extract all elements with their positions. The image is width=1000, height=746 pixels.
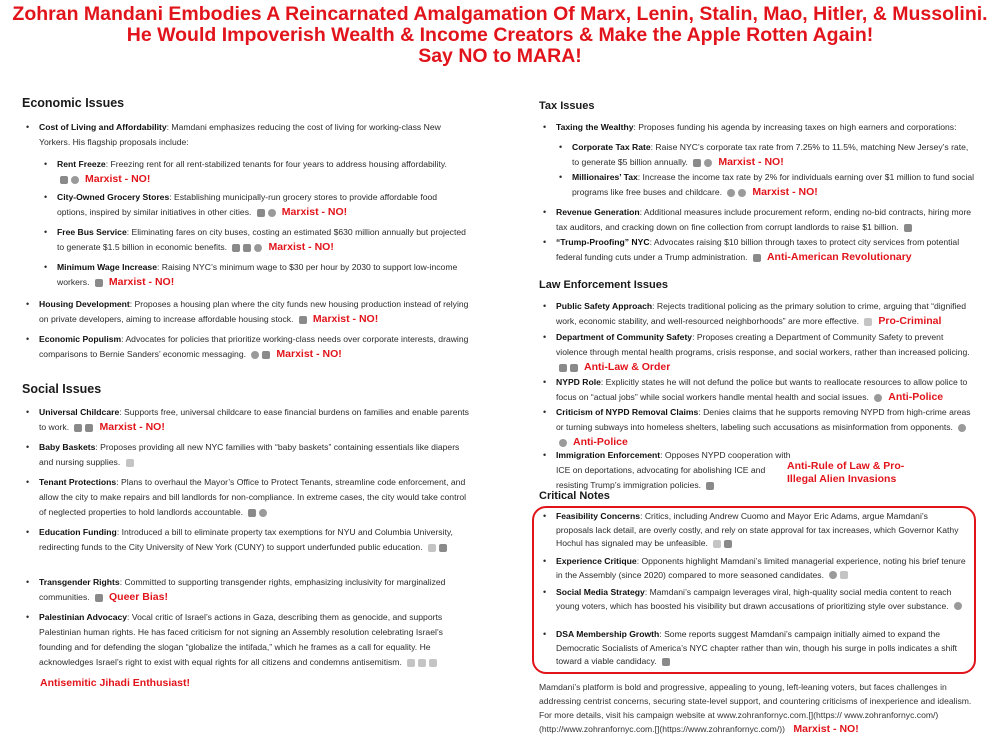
free-bus-item: • Free Bus Service: Eliminating fares on city buses, costing an estimated $630 million annually but projected to generate $1.5 billion in economic benefits. Marxist - NO! bbox=[44, 227, 466, 253]
housing-tag: Marxist - NO! bbox=[312, 313, 379, 325]
item-label: Immigration Enforcement bbox=[556, 450, 661, 460]
item-text: : Introduced a bill to eliminate property tax exemptions for NYU and Columbia University, redirecting funds to the City University of New York (CUNY) to support underfunded public education. bbox=[39, 527, 453, 552]
source-icon bbox=[74, 424, 82, 432]
childcare-tag: Marxist - NO! bbox=[99, 421, 165, 433]
source-icon bbox=[268, 209, 276, 217]
item-text: : Proposes providing all new NYC families with “baby baskets” containing essentials like diapers and nursing supplies. bbox=[39, 442, 460, 467]
community-safety-tag: Anti-Law & Order bbox=[584, 361, 671, 373]
minimum-wage-tag: Marxist - NO! bbox=[108, 276, 175, 288]
item-label: NYPD Role bbox=[556, 377, 601, 387]
education-funding-item: • Education Funding: Introduced a bill to eliminate property tax exemptions for NYU and Columbia University, redirecting funds to the City University of New York (CUNY) to support underfunded public education. bbox=[26, 527, 453, 552]
source-icon bbox=[418, 659, 426, 667]
law-enforcement-heading: Law Enforcement Issues bbox=[539, 279, 668, 291]
source-icon bbox=[257, 209, 265, 217]
item-text: : Denies claims that he supports removing NYPD from high-crime areas or turning subways into homeless shelters, labeling such accusations as misinformation from opponents. bbox=[556, 407, 971, 432]
source-icon bbox=[95, 594, 103, 602]
item-label: Baby Baskets bbox=[39, 442, 96, 452]
critical-notes-heading: Critical Notes bbox=[539, 490, 610, 502]
source-icon bbox=[439, 544, 447, 552]
feasibility-item: • Feasibility Concerns: Critics, including Andrew Cuomo and Mayor Eric Adams, argue Mamdani’s proposals lack detail, are overly costly, and rely on state approval for tax increases, which Governor Kathy Hochul has signaled may be unfeasible. bbox=[543, 511, 959, 548]
item-label: Cost of Living and Affordability bbox=[39, 122, 167, 132]
rent-freeze-item: • Rent Freeze: Freezing rent for all rent-stabilized tenants for four years to address housing affordability. Marxist - NO! bbox=[44, 159, 447, 185]
item-label: Revenue Generation bbox=[556, 207, 640, 217]
item-text: : Proposes creating a Department of Community Safety to prevent violence through mental health programs, crisis response, and social workers, rather than increased policing. bbox=[556, 332, 970, 357]
economic-issues-heading: Economic Issues bbox=[22, 96, 125, 110]
item-text: : Proposes funding his agenda by increasing taxes on high earners and corporations: bbox=[633, 122, 957, 132]
minimum-wage-item: • Minimum Wage Increase: Raising NYC’s minimum wage to $30 per hour by 2030 to support low-income workers. Marxist - NO! bbox=[44, 262, 458, 288]
millionaires-tag: Marxist - NO! bbox=[752, 186, 818, 198]
item-label: Criticism of NYPD Removal Claims bbox=[556, 407, 699, 417]
palestinian-tag: Antisemitic Jihadi Enthusiast! bbox=[40, 677, 190, 689]
headline bbox=[0, 4, 1000, 67]
nypd-role-item: • NYPD Role: Explicitly states he will not defund the police but wants to reallocate resources to allow police to focus on “actual jobs” while social workers handle mental health and social issues. Anti-Police bbox=[543, 377, 968, 403]
item-label: DSA Membership Growth bbox=[556, 629, 660, 639]
item-label: “Trump-Proofing” NYC bbox=[556, 237, 650, 247]
source-icon bbox=[428, 544, 436, 552]
item-text: : Advocates raising $10 billion through taxes to protect city services from potential federal funding cuts under a Trump administration. bbox=[556, 237, 960, 262]
grocery-stores-item: • City-Owned Grocery Stores: Establishing municipally-run grocery stores to provide affordable food options, inspired by similar initiatives in other cities. Marxist - NO! bbox=[44, 192, 438, 218]
source-icon bbox=[559, 364, 567, 372]
summary-paragraph bbox=[539, 680, 979, 736]
transgender-tag: Queer Bias! bbox=[109, 591, 168, 603]
source-icon bbox=[251, 351, 259, 359]
rent-freeze-tag: Marxist - NO! bbox=[85, 173, 151, 185]
nypd-role-tag: Anti-Police bbox=[888, 391, 944, 403]
source-icon bbox=[407, 659, 415, 667]
item-text: : Critics, including Andrew Cuomo and Mayor Eric Adams, argue Mamdani’s proposals lack detail, are overly costly, and rely on state approval for tax increases, which Governor Kathy Hochul has signaled may be unfeasible. bbox=[556, 511, 959, 548]
community-safety-dept-item: • Department of Community Safety: Proposes creating a Department of Community Safety to prevent violence through mental health programs, crisis response, and social workers, rather than increased policing. Anti-Law & Order bbox=[543, 332, 970, 373]
source-icon bbox=[429, 659, 437, 667]
trump-proofing-item: • “Trump-Proofing” NYC: Advocates raising $10 billion through taxes to protect city services from potential federal funding cuts under a Trump administration. Anti-American Revolutionary bbox=[543, 237, 960, 263]
item-label: Feasibility Concerns bbox=[556, 511, 641, 521]
item-label: Experience Critique bbox=[556, 556, 637, 566]
tenant-protections-item: • Tenant Protections: Plans to overhaul the Mayor’s Office to Protect Tenants, streamline code enforcement, and allow the city to make repairs and bill landlords for non-compliance. In extreme cases, the city would take control of neglected properties to hold landlords accountable. bbox=[26, 477, 467, 517]
source-icon bbox=[727, 189, 735, 197]
source-icon bbox=[704, 159, 712, 167]
item-label: Housing Development bbox=[39, 299, 130, 309]
source-icon bbox=[259, 509, 267, 517]
item-label: Public Safety Approach bbox=[556, 301, 653, 311]
social-issues-heading: Social Issues bbox=[22, 382, 102, 396]
item-text: : Raise NYC’s corporate tax rate from 7.25% to 11.5%, matching New Jersey’s rate, to generate $5 billion annually. bbox=[572, 142, 969, 167]
item-text: : Establishing municipally-run grocery stores to provide affordable food options, inspired by similar initiatives in other cities. bbox=[57, 192, 438, 217]
item-text: : Additional measures include procurement reform, ending no-bid contracts, hiring more tax auditors, and cracking down on fine collection from corrupt landlords to raise $1 billion. bbox=[556, 207, 972, 232]
item-text: : Some reports suggest Mamdani’s campaign initially aimed to expand the Democratic Socialists of America’s NYC chapter rather than win, though his surge in polls indicates a shift toward a viable candidacy. bbox=[556, 629, 958, 666]
item-text: : Increase the income tax rate by 2% for individuals earning over $1 million to fund social programs like free buses and childcare. bbox=[572, 172, 975, 197]
source-icon bbox=[864, 318, 872, 326]
immigration-tag bbox=[787, 460, 904, 486]
item-text: : Advocates for policies that prioritize working-class needs over corporate interests, drawing comparisons to Bernie Sanders’ economic messaging. bbox=[39, 334, 469, 359]
item-text: : Opposes NYPD cooperation with ICE on deportations, advocating for abolishing ICE and resisting Trump’s immigration policies. bbox=[556, 450, 791, 490]
source-icon bbox=[904, 224, 912, 232]
source-icon bbox=[71, 176, 79, 184]
source-icon bbox=[232, 244, 240, 252]
source-icon bbox=[60, 176, 68, 184]
dsa-membership-item: • DSA Membership Growth: Some reports suggest Mamdani’s campaign initially aimed to expand the Democratic Socialists of America’s NYC chapter rather than win, though his surge in polls indicates a shift toward a viable candidacy. bbox=[543, 629, 958, 666]
source-icon bbox=[243, 244, 251, 252]
immigration-tag-line-1: Anti-Rule of Law & Pro- bbox=[787, 460, 905, 472]
source-icon bbox=[874, 394, 882, 402]
experience-critique-item: • Experience Critique: Opponents highlight Mamdani’s limited managerial experience, noting his brief tenure in the Assembly (since 2020) compared to more seasoned candidates. bbox=[543, 556, 966, 580]
source-icon bbox=[559, 439, 567, 447]
nypd-removal-tag: Anti-Police bbox=[573, 436, 628, 448]
critical-notes-highlight-box bbox=[532, 506, 976, 674]
item-text: : Mamdani emphasizes reducing the cost of living for working-class New Yorkers. His flagship proposals include: bbox=[39, 122, 441, 147]
source-icon bbox=[262, 351, 270, 359]
item-text: : Opponents highlight Mamdani’s limited managerial experience, noting his brief tenure in the Assembly (since 2020) compared to more seasoned candidates. bbox=[556, 556, 966, 580]
item-text: : Explicitly states he will not defund the police but wants to reallocate resources to allow police to focus on “actual jobs” while social workers handle mental health and social issues. bbox=[556, 377, 968, 402]
headline-line-3: Say NO to MARA! bbox=[418, 45, 582, 67]
item-label: Taxing the Wealthy bbox=[556, 122, 634, 132]
grocery-stores-tag: Marxist - NO! bbox=[281, 206, 348, 218]
source-icon bbox=[126, 459, 134, 467]
trump-proofing-tag: Anti-American Revolutionary bbox=[766, 251, 912, 263]
item-label: Universal Childcare bbox=[39, 407, 120, 417]
cost-of-living-item: • Cost of Living and Affordability: Mamdani emphasizes reducing the cost of living for working-class New Yorkers. His flagship proposals include: bbox=[26, 122, 441, 147]
source-icon bbox=[958, 424, 966, 432]
palestinian-advocacy-item: • Palestinian Advocacy: Vocal critic of Israel’s actions in Gaza, describing them as genocide, and supports Palestinian human rights. He has faced criticism for not signing an Assembly resolution celebrating Israel’s founding and for defending the slogan “globalize the intifada,” which he frames as a call for equality. He acknowledges Israel’s right to exist with equal rights for all citizens and condemns antisemitism. bbox=[26, 612, 443, 667]
source-icon bbox=[248, 509, 256, 517]
corporate-tax-tag: Marxist - NO! bbox=[718, 156, 784, 168]
baby-baskets-item: • Baby Baskets: Proposes providing all new NYC families with “baby baskets” containing essentials like diapers and nursing supplies. bbox=[26, 442, 460, 467]
item-text: : Freezing rent for all rent-stabilized tenants for four years to address housing affordability. bbox=[105, 159, 447, 169]
source-icon bbox=[254, 244, 262, 252]
millionaires-tax-item: • Millionaires’ Tax: Increase the income tax rate by 2% for individuals earning over $1 million to fund social programs like free buses and childcare. Marxist - NO! bbox=[559, 172, 975, 198]
headline-line-2: He Would Impoverish Wealth & Income Creators & Make the Apple Rotten Again! bbox=[126, 24, 874, 46]
item-label: Millionaires’ Tax bbox=[572, 172, 638, 182]
item-label: Transgender Rights bbox=[39, 577, 120, 587]
item-text: : Proposes a housing plan where the city funds new housing production instead of relying on private developers, aiming to increase affordable housing stock. bbox=[39, 299, 469, 324]
item-text: : Rejects traditional policing as the primary solution to crime, arguing that “dignified work, economic stability, and well-resourced neighborhoods” are more effective. bbox=[556, 301, 966, 326]
item-text: : Committed to supporting transgender rights, emphasizing inclusivity for marginalized communities. bbox=[39, 577, 446, 602]
source-icon bbox=[85, 424, 93, 432]
item-label: Rent Freeze bbox=[57, 159, 106, 169]
populism-tag: Marxist - NO! bbox=[276, 348, 342, 360]
corporate-tax-item: • Corporate Tax Rate: Raise NYC’s corporate tax rate from 7.25% to 11.5%, matching New Jersey’s rate, to generate $5 billion annually. Marxist - NO! bbox=[559, 142, 969, 168]
item-label: Minimum Wage Increase bbox=[57, 262, 157, 272]
free-bus-tag: Marxist - NO! bbox=[268, 241, 334, 253]
source-icon bbox=[570, 364, 578, 372]
item-text: : Supports free, universal childcare to ease financial burdens on families and enable parents to work. bbox=[39, 407, 469, 432]
tax-issues-heading: Tax Issues bbox=[539, 100, 595, 112]
housing-development-item: • Housing Development: Proposes a housing plan where the city funds new housing production instead of relying on private developers, aiming to increase affordable housing stock. Marxist - NO! bbox=[26, 299, 469, 325]
revenue-generation-item: • Revenue Generation: Additional measures include procurement reform, ending no-bid contracts, hiring more tax auditors, and cracking down on fine collection from corrupt landlords to raise $1 billion. bbox=[543, 207, 972, 232]
item-text: : Mamdani’s campaign leverages viral, high-quality social media content to reach young voters, which has boosted his visibility but drawn accusations of prioritizing style over substance. bbox=[556, 587, 952, 611]
item-label: City-Owned Grocery Stores bbox=[57, 192, 170, 202]
source-icon bbox=[693, 159, 701, 167]
universal-childcare-item: • Universal Childcare: Supports free, universal childcare to ease financial burdens on families and enable parents to work. Marxist - NO! bbox=[26, 407, 469, 433]
public-safety-tag: Pro-Criminal bbox=[878, 315, 942, 327]
source-icon bbox=[95, 279, 103, 287]
summary-text: Mamdani’s platform is bold and progressive, appealing to young, left-leaning voters, but faces challenges in addressing centrist concerns, securing state-level support, and countering criticisms of inexperience and idealism. For more details, visit his campaign website at www.zohranfornyc.com.[](https:// www.zohranfornyc.com/) (http://www.zohranfornyc.com.[](https://www.zohranfornyc.com/)) bbox=[539, 682, 972, 734]
immigration-enforcement-item: • Immigration Enforcement: Opposes NYPD cooperation with ICE on deportations, advocating for abolishing ICE and resisting Trump’s immigration policies. bbox=[543, 450, 791, 490]
economic-populism-item: • Economic Populism: Advocates for policies that prioritize working-class needs over corporate interests, drawing comparisons to Bernie Sanders’ economic messaging. Marxist - NO! bbox=[26, 334, 469, 360]
social-media-strategy-item: • Social Media Strategy: Mamdani’s campaign leverages viral, high-quality social media content to reach young voters, which has boosted his visibility but drawn accusations of prioritizing style over substance. bbox=[556, 586, 966, 613]
item-label: Corporate Tax Rate bbox=[572, 142, 651, 152]
immigration-tag-line-2: Illegal Alien Invasions bbox=[787, 473, 897, 485]
summary-tag: Marxist - NO! bbox=[793, 723, 859, 735]
transgender-rights-item: • Transgender Rights: Committed to supporting transgender rights, emphasizing inclusivity for marginalized communities. Queer Bias! bbox=[26, 577, 446, 603]
item-label: Tenant Protections bbox=[39, 477, 117, 487]
nypd-removal-criticism-item: • Criticism of NYPD Removal Claims: Denies claims that he supports removing NYPD from high-crime areas or turning subways into homeless shelters, labeling such accusations as misinformation from opponents. Anti-Police bbox=[543, 407, 971, 448]
taxing-wealthy-item: • Taxing the Wealthy: Proposes funding his agenda by increasing taxes on high earners and corporations: bbox=[543, 122, 957, 132]
headline-line-1: Zohran Mandani Embodies A Reincarnated Amalgamation Of Marx, Lenin, Stalin, Mao, Hitler, & Mussolini. bbox=[12, 3, 988, 25]
item-label: Social Media Strategy bbox=[556, 587, 645, 597]
item-text: : Plans to overhaul the Mayor’s Office to Protect Tenants, streamline code enforcement, and allow the city to make repairs and bill landlords for non-compliance. In extreme cases, the city would take control of neglected properties to hold landlords accountable. bbox=[39, 477, 467, 517]
source-icon bbox=[299, 316, 307, 324]
source-icon bbox=[706, 482, 714, 490]
item-label: Palestinian Advocacy bbox=[39, 612, 128, 622]
item-label: Free Bus Service bbox=[57, 227, 127, 237]
source-icon bbox=[738, 189, 746, 197]
item-label: Education Funding bbox=[39, 527, 117, 537]
item-label: Department of Community Safety bbox=[556, 332, 693, 342]
item-label: Economic Populism bbox=[39, 334, 122, 344]
item-text: : Vocal critic of Israel’s actions in Gaza, describing them as genocide, and supports Palestinian human rights. He has faced criticism for not signing an Assembly resolution celebrating Israel’s founding and for defending the slogan “globalize the intifada,” which he frames as a call for equality. He acknowledges Israel’s right to exist with equal rights for all citizens and condemns antisemitism. bbox=[39, 612, 443, 667]
item-text: : Raising NYC’s minimum wage to $30 per hour by 2030 to support low-income workers. bbox=[57, 262, 458, 287]
item-text: : Eliminating fares on city buses, costing an estimated $630 million annually but projected to generate $1.5 billion in economic benefits. bbox=[57, 227, 466, 252]
public-safety-item: • Public Safety Approach: Rejects traditional policing as the primary solution to crime, arguing that “dignified work, economic stability, and well-resourced neighborhoods” are more effective. Pro-Criminal bbox=[543, 301, 966, 327]
source-icon bbox=[753, 254, 761, 262]
